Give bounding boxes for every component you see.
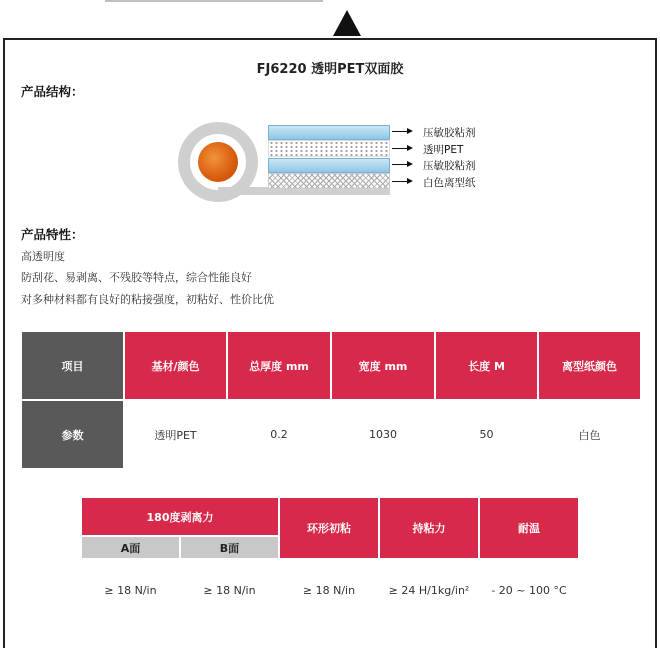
spec-table (20, 330, 642, 470)
table-header: 持粘力 (380, 498, 478, 558)
feature-item: 防刮花、易剥离、不残胶等特点，综合性能良好 (21, 271, 252, 284)
top-divider (105, 0, 323, 2)
feature-item: 高透明度 (21, 250, 65, 263)
table-cell: - 20 ~ 100 °C (480, 560, 578, 620)
table-header: 离型纸颜色 (539, 332, 640, 399)
feature-item: 对多种材料都有良好的粘接强度，初粘好、性价比优 (21, 293, 274, 306)
table-header: 项目 (22, 332, 123, 399)
arrow-right-icon (392, 164, 408, 165)
table-cell: ≥ 18 N/in (280, 560, 378, 620)
caret-up-icon (333, 10, 361, 36)
table-row (82, 498, 578, 535)
layer-label: 压敏胶粘剂 (423, 160, 476, 172)
table-header: 长度 M (436, 332, 537, 399)
layer-adhesive-top (268, 125, 390, 140)
arrow-right-icon (392, 181, 408, 182)
table-cell: 1030 (332, 401, 434, 468)
layer-release-paper (268, 173, 390, 189)
table-header: 基材/颜色 (125, 332, 226, 399)
table-cell: ≥ 18 N/in (181, 560, 278, 620)
table-header: 总厚度 mm (228, 332, 330, 399)
table-cell: 0.2 (228, 401, 330, 468)
page-title: FJ6220 透明PET双面胶 (256, 62, 404, 77)
structure-heading: 产品结构： (21, 84, 84, 99)
arrow-right-icon (392, 148, 408, 149)
table-row (82, 560, 578, 620)
layer-pet (268, 140, 390, 157)
table-cell: 50 (436, 401, 537, 468)
table-header: 耐温 (480, 498, 578, 558)
arrow-right-icon (392, 131, 408, 132)
table-row (22, 401, 640, 468)
performance-table (80, 496, 580, 622)
table-header: 180度剥离力 (82, 498, 278, 535)
layer-label: 透明PET (423, 144, 464, 156)
table-cell: ≥ 24 H/1kg/in² (380, 560, 478, 620)
table-cell: 参数 (22, 401, 123, 468)
features-heading: 产品特性： (21, 227, 84, 242)
table-row (22, 332, 640, 399)
table-cell: ≥ 18 N/in (82, 560, 179, 620)
tape-roll-core (198, 142, 238, 182)
table-subheader: B面 (181, 537, 278, 558)
layer-label: 压敏胶粘剂 (423, 127, 476, 139)
table-header: 宽度 mm (332, 332, 434, 399)
table-subheader: A面 (82, 537, 179, 558)
table-cell: 透明PET (125, 401, 226, 468)
table-header: 环形初粘 (280, 498, 378, 558)
table-cell: 白色 (539, 401, 640, 468)
layer-label: 白色离型纸 (423, 177, 476, 189)
layer-adhesive-bottom (268, 158, 390, 173)
